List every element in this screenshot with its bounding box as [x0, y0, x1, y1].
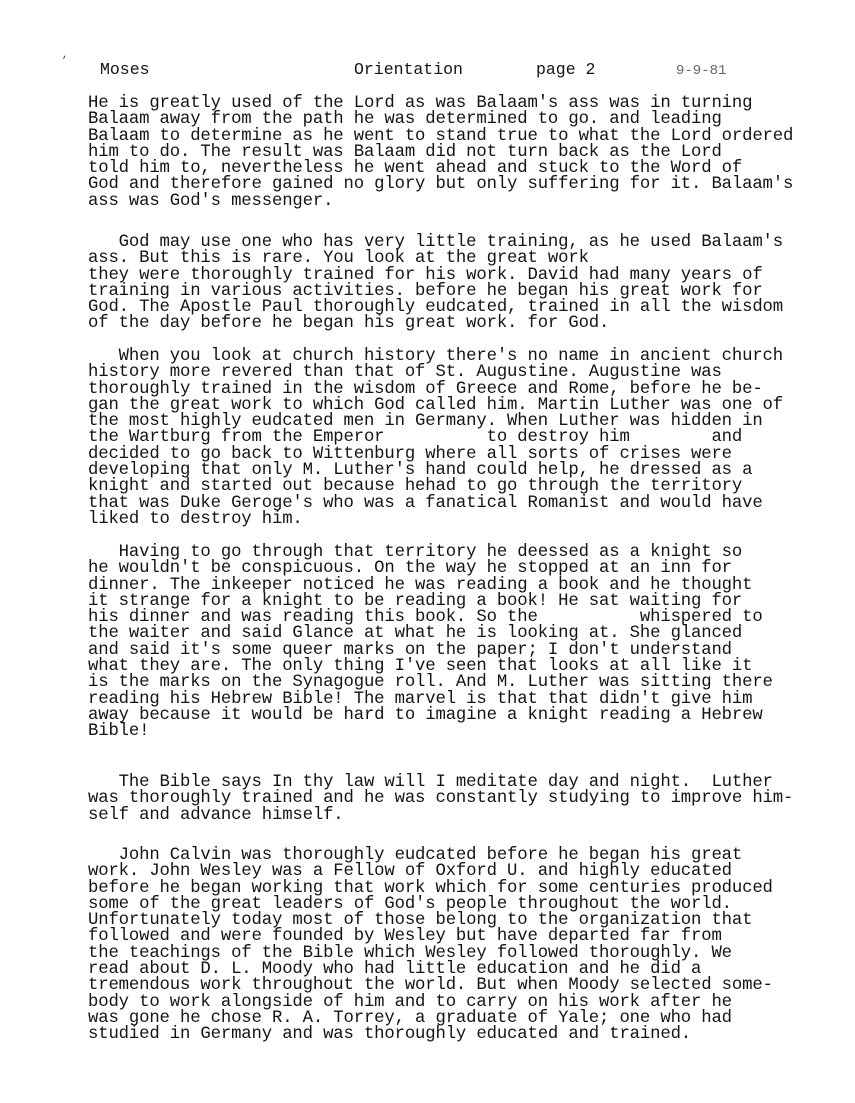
text-line: knight and started out because hehad to go through the territory	[88, 477, 743, 497]
text-line: decided to go back to Wittenburg where all sorts of crises were	[88, 444, 732, 464]
paragraph	[88, 235, 783, 333]
text-line: When you look at church history there's no name in ancient church	[88, 347, 783, 366]
text-line: ass was God's messenger.	[88, 191, 334, 211]
text-line: training in various activities. before he began his great work for	[88, 281, 763, 301]
text-line: work. John Wesley was a Fellow of Oxford U. and highly educated	[88, 862, 732, 882]
text-line: away because it would be hard to imagine a knight reading a Hebrew	[88, 705, 763, 725]
text-line: before he began working that work which for some centuries produced	[88, 878, 773, 898]
text-line: the Wartburg from the Emperor to destroy him and	[88, 428, 743, 448]
text-line: self and advance himself.	[88, 805, 344, 825]
text-line: developing that only M. Luther's hand could help, he dressed as a	[88, 461, 753, 481]
text-line: reading his Hebrew Bible! The marvel is that that didn't give him	[88, 689, 753, 709]
text-line: the teachings of the Bible which Wesley followed thoroughly. We	[88, 943, 732, 963]
text-line: Having to go through that territory he deessed as a knight so	[88, 543, 743, 562]
header-page-number: page 2	[536, 60, 596, 79]
text-line: and said it's some queer marks on the paper; I don't understand	[88, 640, 732, 660]
text-line: some of the great leaders of God's people throughout the world.	[88, 894, 732, 914]
text-line: he wouldn't be conspicuous. On the way he stopped at an inn for	[88, 559, 732, 579]
text-line: was thoroughly trained and he was constantly studying to improve him-	[88, 789, 794, 809]
text-line: tremendous work throughout the world. But when Moody selected some-	[88, 976, 773, 996]
text-line: that was Duke Geroge's who was a fanatical Romanist and would have	[88, 493, 763, 513]
paragraph	[88, 545, 773, 741]
text-line: God may use one who has very little training, as he used Balaam's	[88, 233, 783, 252]
text-line: body to work alongside of him and to carry on his work after he	[88, 992, 732, 1012]
text-line: read about D. L. Moody who had little education and he did a	[88, 960, 702, 980]
header-title: Orientation	[354, 60, 463, 79]
text-line: John Calvin was thoroughly eudcated before he began his great	[88, 846, 743, 865]
text-line: ass. But this is rare. You look at the great work	[88, 249, 589, 269]
text-line: is the marks on the Synagogue roll. And M. Luther was sitting there	[88, 673, 773, 693]
text-line: God and therefore gained no glory but only suffering for it. Balaam's	[88, 175, 794, 195]
text-line: history more revered than that of St. Augustine. Augustine was	[88, 363, 722, 383]
header-subject: Moses	[100, 60, 150, 79]
paragraph	[88, 775, 793, 824]
text-line: God. The Apostle Paul thoroughly eudcated, trained in all the wisdom	[88, 298, 783, 318]
text-line: followed and were founded by Wesley but have departed far from	[88, 927, 722, 947]
paragraph	[88, 349, 783, 528]
stray-mark: ,	[62, 50, 69, 61]
text-line: they were thoroughly trained for his work. David had many years of	[88, 265, 763, 285]
text-line: Balaam to determine as he went to stand true to what the Lord ordered	[88, 126, 794, 146]
header-date: 9-9-81	[676, 63, 727, 79]
text-line: told him to, nevertheless he went ahead and stuck to the Word of	[88, 159, 743, 179]
text-line: his dinner and was reading this book. So the whispered to	[88, 608, 763, 628]
text-line: gan the great work to which God called him. Martin Luther was one of	[88, 395, 783, 415]
text-line: thoroughly trained in the wisdom of Greece and Rome, before he be-	[88, 379, 763, 399]
text-line: of the day before he began his great work. for God.	[88, 314, 610, 334]
text-line: it strange for a knight to be reading a book! He sat waiting for	[88, 591, 743, 611]
text-line: The Bible says In thy law will I meditate day and night. Luther	[88, 773, 773, 792]
text-line: what they are. The only thing I've seen that looks at all like it	[88, 657, 753, 677]
text-line: dinner. The inkeeper noticed he was reading a book and he thought	[88, 575, 753, 595]
text-line: Bible!	[88, 722, 150, 742]
text-line: studied in Germany and was thoroughly educated and trained.	[88, 1025, 692, 1045]
text-line: Balaam away from the path he was determined to go. and leading	[88, 110, 722, 130]
paragraph	[88, 96, 793, 210]
text-line: was gone he chose R. A. Torrey, a graduate of Yale; one who had	[88, 1008, 732, 1028]
text-line: the waiter and said Glance at what he is looking at. She glanced	[88, 624, 743, 644]
text-line: liked to destroy him.	[88, 509, 303, 529]
text-line: the most highly eudcated men in Germany. When Luther was hidden in	[88, 412, 763, 432]
paragraph	[88, 848, 773, 1044]
text-line: He is greatly used of the Lord as was Balaam's ass was in turning	[88, 94, 753, 113]
text-line: Unfortunately today most of those belong to the organization that	[88, 911, 753, 931]
text-line: him to do. The result was Balaam did not turn back as the Lord	[88, 142, 722, 162]
